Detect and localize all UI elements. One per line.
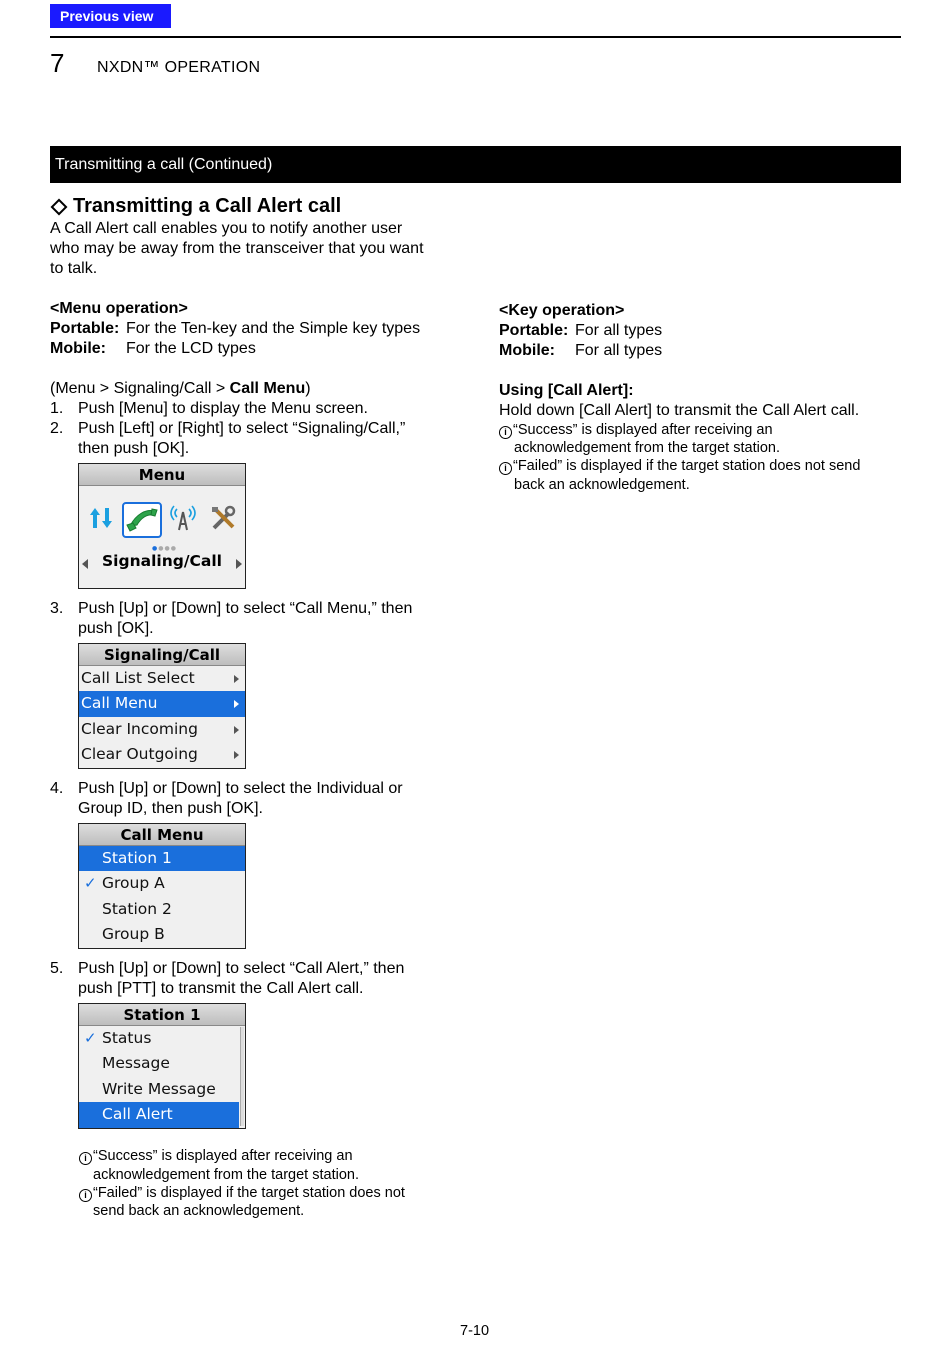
station-1-screen (78, 1003, 246, 1129)
chevron-right-icon (234, 726, 239, 734)
tools-icon (209, 504, 237, 532)
key-mobile-label: Mobile: (499, 342, 555, 359)
info-icon: i (499, 426, 512, 439)
step-3-number: 3. (50, 600, 64, 617)
call-item-station-1: Station 1 (79, 846, 245, 871)
step-4-text-a: Push [Up] or [Down] to select the Individual or (78, 780, 403, 797)
left-note-1b: acknowledgement from the target station. (93, 1167, 359, 1183)
up-down-arrows-icon (87, 504, 115, 532)
step-1-number: 1. (50, 400, 64, 417)
menu-mobile-text: For the LCD types (126, 340, 256, 357)
call-alert-description: Hold down [Call Alert] to transmit the Call Alert call. (499, 402, 860, 419)
step-3-text-a: Push [Up] or [Down] to select “Call Menu,” then (78, 600, 413, 617)
station-item-message: Message (102, 1054, 170, 1073)
section-heading-text: Transmitting a Call Alert call (73, 195, 342, 217)
right-note-1a: i “Success” is displayed after receiving an (499, 421, 773, 440)
call-item-station-2: Station 2 (102, 899, 172, 918)
menu-portable-text: For the Ten-key and the Simple key types (126, 320, 421, 337)
step-5-text-a: Push [Up] or [Down] to select “Call Alert,” then (78, 960, 405, 977)
left-note-2b: send back an acknowledgement. (93, 1203, 305, 1219)
chevron-right-icon (234, 700, 239, 708)
intro-line-3: to talk. (50, 260, 98, 277)
right-note-2b: back an acknowledgement. (514, 477, 690, 493)
station-item-call-alert: Call Alert (79, 1102, 239, 1127)
phone-icon-selected (122, 502, 162, 538)
step-3-text-b: push [OK]. (78, 620, 154, 637)
menu-item-call-list-select: Call List Select (79, 666, 245, 691)
menu-portable-label: Portable: (50, 320, 120, 337)
antenna-icon (169, 504, 197, 532)
header-rule (50, 36, 901, 38)
info-icon: i (79, 1152, 92, 1165)
step-2-text-a: Push [Left] or [Right] to select “Signaling/Call,” (78, 420, 406, 437)
call-item-group-a: ✓ Group A (79, 871, 245, 896)
page-number: 7-10 (460, 1323, 490, 1339)
checkmark-icon: ✓ (84, 1029, 97, 1047)
section-bar: Transmitting a call (Continued) (50, 146, 901, 183)
step-5-number: 5. (50, 960, 64, 977)
step-4-number: 4. (50, 780, 64, 797)
menu-operation-title: <Menu operation> (50, 300, 188, 317)
diamond-icon (51, 198, 68, 215)
step-2-text-b: then push [OK]. (78, 440, 190, 457)
key-portable-label: Portable: (499, 322, 569, 339)
checkmark-icon: ✓ (84, 874, 97, 893)
key-portable-text: For all types (575, 322, 663, 339)
step-4-text-b: Group ID, then push [OK]. (78, 800, 263, 817)
menu-screen (78, 463, 246, 589)
chevron-right-icon (234, 751, 239, 759)
menu-screen-title: Menu (79, 464, 245, 486)
right-note-2a: i “Failed” is displayed if the target station does not send (499, 457, 860, 476)
scrollbar (240, 1027, 244, 1126)
info-icon: i (79, 1189, 92, 1202)
station-item-write-message: Write Message (102, 1079, 216, 1098)
intro-line-2: who may be away from the transceiver that you want (50, 240, 424, 257)
page-dots-indicator: ●●●● (152, 545, 177, 552)
intro-line-1: A Call Alert call enables you to notify another user (50, 220, 403, 237)
call-item-group-b: Group B (102, 925, 165, 944)
menu-item-clear-incoming: Clear Incoming (79, 717, 245, 742)
info-icon: i (499, 462, 512, 475)
menu-screen-label: Signaling/Call (102, 552, 222, 570)
key-operation-title: <Key operation> (499, 302, 625, 319)
call-menu-screen (78, 823, 246, 949)
step-5-text-b: push [PTT] to transmit the Call Alert call. (78, 980, 364, 997)
chevron-right-icon (234, 675, 239, 683)
using-call-alert-heading: Using [Call Alert]: (499, 382, 634, 399)
left-note-1a: i “Success” is displayed after receiving an (79, 1147, 353, 1166)
station-1-title: Station 1 (79, 1004, 245, 1026)
left-note-2a: i “Failed” is displayed if the target station does not (79, 1184, 405, 1203)
phone-icon (124, 504, 160, 536)
menu-path: (Menu > Signaling/Call > Call Menu) (50, 380, 311, 397)
key-mobile-text: For all types (575, 342, 663, 359)
station-item-status: ✓ Status (79, 1026, 239, 1051)
previous-view-button[interactable]: Previous view (50, 4, 171, 28)
chapter-number: 7 (50, 48, 65, 78)
right-arrow-icon (236, 559, 242, 569)
menu-item-clear-outgoing: Clear Outgoing (79, 742, 245, 767)
step-1-text: Push [Menu] to display the Menu screen. (78, 400, 368, 417)
menu-item-call-menu: Call Menu (79, 691, 245, 716)
menu-mobile-label: Mobile: (50, 340, 106, 357)
call-menu-title: Call Menu (79, 824, 245, 846)
chapter-title: NXDN™ OPERATION (97, 59, 261, 76)
right-note-1b: acknowledgement from the target station. (514, 440, 780, 456)
signaling-call-title: Signaling/Call (79, 644, 245, 666)
section-heading (50, 195, 341, 218)
step-2-number: 2. (50, 420, 64, 437)
signaling-call-screen (78, 643, 246, 769)
